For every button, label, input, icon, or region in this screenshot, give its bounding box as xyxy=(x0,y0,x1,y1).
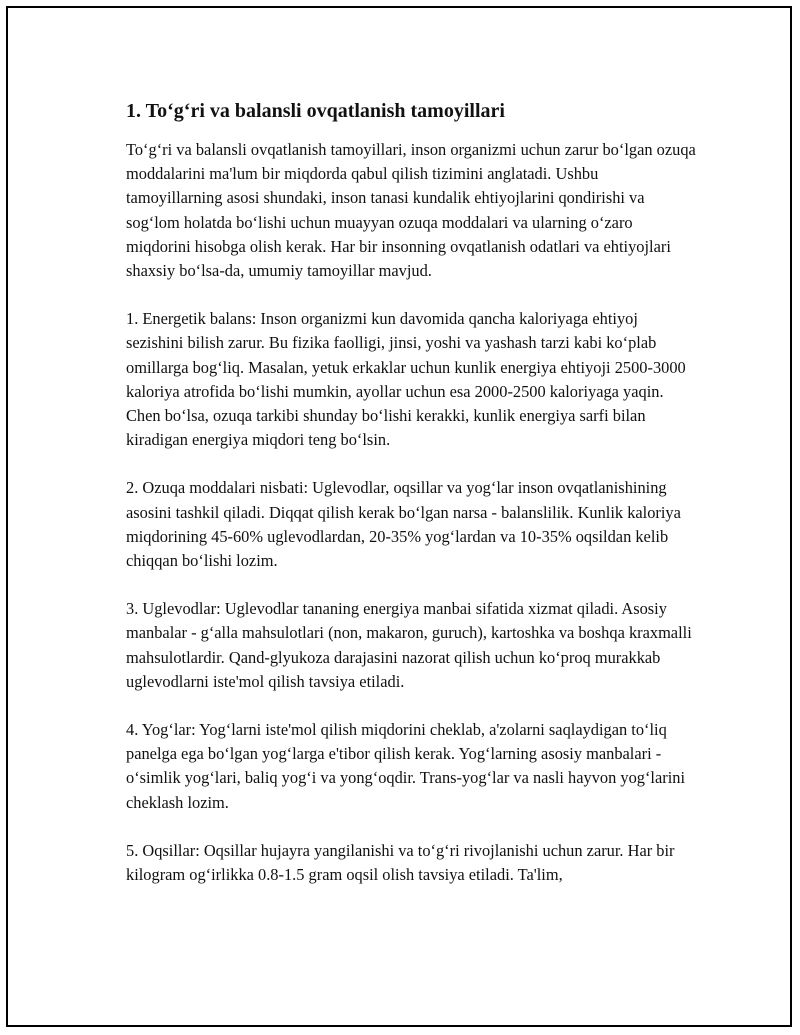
proteins-paragraph: 5. Oqsillar: Oqsillar hujayra yangilanishi va to‘g‘ri rivojlanishi uchun zarur. Har bir kilogram og‘irlikka 0.8-1.5 gram oqsil olish tavsiya etiladi. Ta'lim, xyxy=(126,840,675,885)
energy-balance-paragraph: 1. Energetik balans: Inson organizmi kun davomida qancha kaloriyaga ehtiyoj sezishini bilish zarur. Bu fizika faolligi, jinsi, yoshi va yashash tarzi kabi ko‘plab omillarga bog‘liq. Masalan, yetuk erkaklar uchun kunlik energiya ehtiyoji 2500-3000 kaloriya atrofida bo‘lishi mumkin, ayollar uchun esa 2000-2500 kaloriyaga yaqin. Chen bo‘lsa, ozuqa tarkibi shunday bo‘lishi kerakki, kunlik energiya sarfi bilan kiradigan energiya miqdori teng bo‘lsin. xyxy=(126,309,686,450)
document-body xyxy=(126,98,696,911)
carbohydrates-paragraph: 3. Uglevodlar: Uglevodlar tananing energiya manbai sifatida xizmat qiladi. Asosiy manbalar - g‘alla mahsulotlari (non, makaron, guruch), kartoshka va boshqa kraxmalli mahsulotlardir. Qand-glyukoza darajasini nazorat qilish uchun ko‘proq murakkab uglevodlarni iste'mol qilish tavsiya etiladi. xyxy=(126,599,692,691)
fats-paragraph: 4. Yog‘lar: Yog‘larni iste'mol qilish miqdorini cheklab, a'zolarni saqlaydigan to‘liq panelga ega bo‘lgan yog‘larga e'tibor qilish kerak. Yog‘larning asosiy manbalari - o‘simlik yog‘lari, baliq yog‘i va yong‘oqdir. Trans-yog‘lar va nasli hayvon yog‘larini cheklash lozim. xyxy=(126,720,686,812)
section-title: 1. To‘g‘ri va balansli ovqatlanish tamoyillari xyxy=(126,100,505,122)
intro-paragraph: To‘g‘ri va balansli ovqatlanish tamoyillari, inson organizmi uchun zarur bo‘lgan ozuqa moddalarini ma'lum bir miqdorda qabul qilish tizimini anglatadi. Ushbu tamoyillarning asosi shundaki, inson tanasi kundalik ehtiyojlarini qondirishi va sog‘lom holatda bo‘lishi uchun muayyan ozuqa moddalari va ularning o‘zaro miqdorini hisobga olish kerak. Har bir insonning ovqatlanish odatlari va ehtiyojlari shaxsiy bo‘lsa-da, umumiy tamoyillar mavjud. xyxy=(126,140,696,281)
page-frame xyxy=(6,6,792,1027)
nutrient-ratio-paragraph: 2. Ozuqa moddalari nisbati: Uglevodlar, oqsillar va yog‘lar inson ovqatlanishining asosini tashkil qiladi. Diqqat qilish kerak bo‘lgan narsa - balanslilik. Kunlik kaloriya miqdorining 45-60% uglevodlardan, 20-35% yog‘lardan va 10-35% oqsildan kelib chiqqan bo‘lishi lozim. xyxy=(126,478,681,571)
